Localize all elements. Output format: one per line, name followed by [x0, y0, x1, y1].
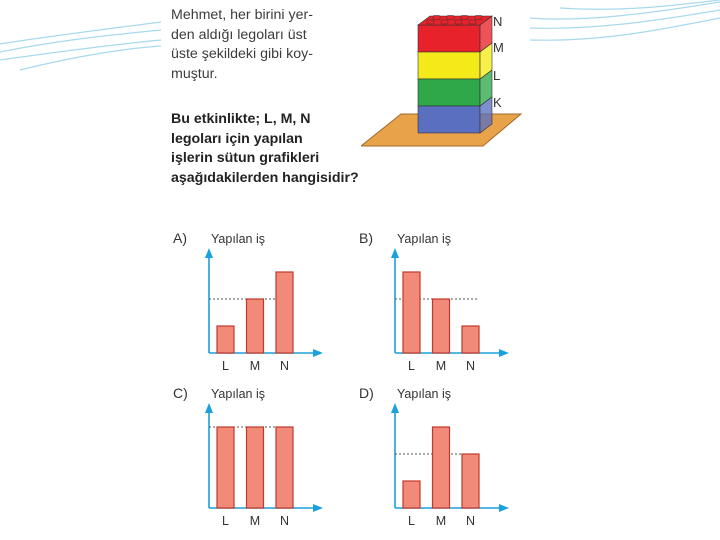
bar-m	[433, 427, 450, 508]
lego-stud	[461, 16, 468, 20]
x-tick-label: M	[249, 359, 261, 373]
lego-block-k	[418, 106, 480, 133]
lego-stud	[475, 16, 482, 20]
lego-stud	[433, 16, 440, 20]
prompt-line: aşağıdakilerden hangisidir?	[171, 169, 359, 186]
x-axis-arrow	[313, 349, 323, 357]
x-axis-arrow	[313, 504, 323, 512]
bar-n	[276, 272, 293, 353]
lego-block-n	[418, 25, 480, 52]
lego-stud	[427, 20, 434, 24]
option-letter: D)	[359, 385, 374, 401]
option-letter: C)	[173, 385, 188, 401]
x-tick-label: L	[222, 359, 229, 373]
x-tick-label: L	[408, 359, 415, 373]
option-a-chart[interactable]	[173, 230, 343, 380]
lego-label-m: M	[493, 40, 504, 55]
question-line: muştur.	[171, 65, 218, 82]
x-tick-label: N	[465, 514, 476, 528]
prompt-line: legoları için yapılan	[171, 130, 303, 147]
lego-label-k: K	[493, 95, 502, 110]
x-tick-label: N	[279, 359, 290, 373]
lego-block-m	[418, 52, 480, 79]
bar-l	[403, 481, 420, 508]
y-axis-arrow	[391, 403, 399, 413]
option-c-chart[interactable]	[173, 385, 343, 535]
bar-n	[276, 427, 293, 508]
bar-m	[247, 427, 264, 508]
question-line: üste şekildeki gibi koy-	[171, 46, 313, 62]
lego-stud	[469, 20, 476, 24]
lego-stud	[447, 16, 454, 20]
question-text	[171, 6, 359, 84]
question-panel	[161, 0, 530, 540]
y-axis-arrow	[391, 248, 399, 258]
x-tick-label: M	[435, 359, 447, 373]
x-tick-label: L	[222, 514, 229, 528]
x-tick-label: N	[279, 514, 290, 528]
prompt-line: işlerin sütun grafikleri	[171, 150, 320, 166]
x-tick-label: N	[465, 359, 476, 373]
x-tick-label: M	[435, 514, 447, 528]
bar-l	[217, 326, 234, 353]
lego-label-n: N	[493, 14, 503, 29]
y-axis-label: Yapılan iş	[397, 232, 451, 246]
y-axis-label: Yapılan iş	[211, 232, 265, 246]
y-axis-arrow	[205, 248, 213, 258]
question-line: den aldığı legoları üst	[171, 26, 307, 43]
lego-block-l	[418, 79, 480, 106]
lego-label-l: L	[493, 68, 501, 83]
bar-l	[403, 272, 420, 353]
bar-l	[217, 427, 234, 508]
bar-n	[462, 454, 479, 508]
y-axis-arrow	[205, 403, 213, 413]
option-letter: A)	[173, 230, 187, 246]
question-line: Mehmet, her birini yer-	[171, 7, 313, 23]
option-b-chart[interactable]	[359, 230, 529, 380]
lego-stack-figure	[361, 0, 530, 160]
option-letter: B)	[359, 230, 373, 246]
y-axis-label: Yapılan iş	[211, 387, 265, 401]
bar-m	[433, 299, 450, 353]
x-tick-label: M	[249, 514, 261, 528]
x-tick-label: L	[408, 514, 415, 528]
bar-m	[247, 299, 264, 353]
lego-stud	[441, 20, 448, 24]
bar-n	[462, 326, 479, 353]
y-axis-label: Yapılan iş	[397, 387, 451, 401]
x-axis-arrow	[499, 504, 509, 512]
prompt-line: Bu etkinlikte; L, M, N	[171, 111, 311, 127]
lego-stud	[455, 20, 462, 24]
x-axis-arrow	[499, 349, 509, 357]
option-d-chart[interactable]	[359, 385, 529, 535]
